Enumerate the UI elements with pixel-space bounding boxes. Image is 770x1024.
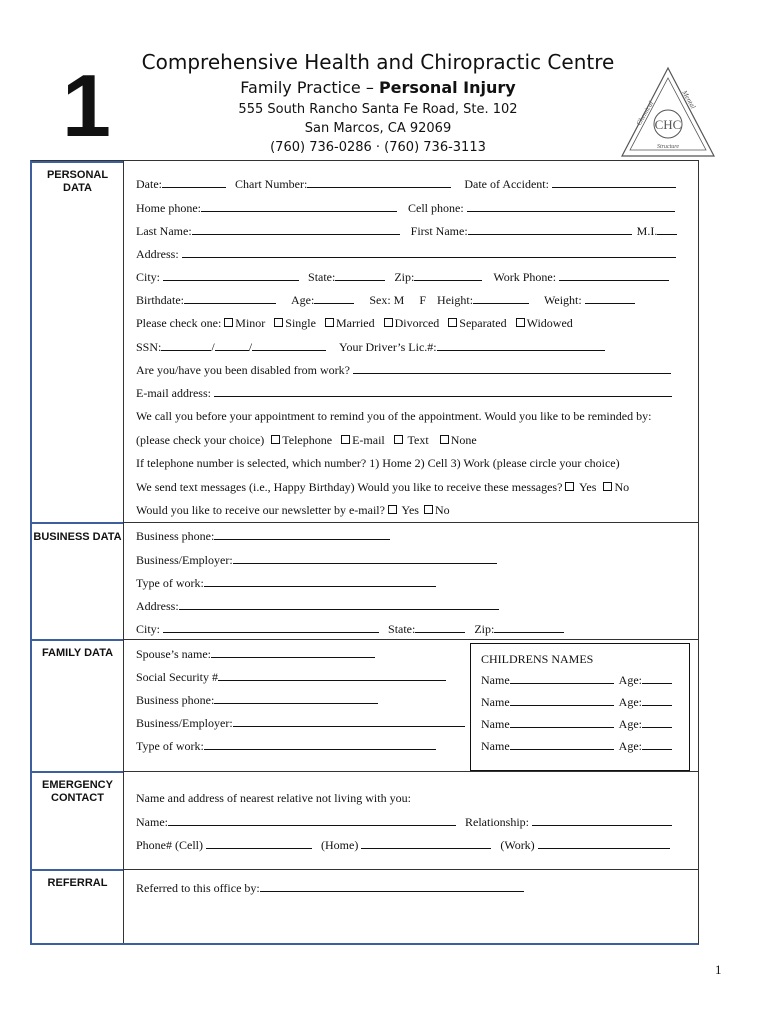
- row-family-type: Type of work:: [136, 738, 436, 754]
- section-label-business: BUSINESS DATA: [33, 531, 122, 543]
- clinic-phone: (760) 736-0286 · (760) 736-3113: [270, 140, 486, 155]
- row-email: E-mail address:: [136, 385, 672, 401]
- business-type-of-work-field[interactable]: [204, 575, 436, 587]
- business-address-field[interactable]: [179, 598, 499, 610]
- svg-text:Structure: Structure: [656, 144, 680, 150]
- sex-f-option[interactable]: F: [419, 293, 427, 307]
- cell-phone-field[interactable]: [467, 200, 675, 212]
- weight-field[interactable]: [585, 292, 635, 304]
- first-name-field[interactable]: [468, 223, 632, 235]
- work-phone-field[interactable]: [559, 269, 669, 281]
- row-address: Address:: [136, 246, 676, 262]
- spouse-ssn-field[interactable]: [218, 669, 446, 681]
- sex-m-option[interactable]: Sex: M: [369, 293, 405, 307]
- childrens-names-title: CHILDRENS NAMES: [481, 652, 594, 666]
- height-field[interactable]: [473, 292, 529, 304]
- business-phone-field[interactable]: [214, 528, 390, 540]
- row-family-phone: Business phone:: [136, 692, 378, 708]
- emergency-relationship-field[interactable]: [532, 814, 672, 826]
- mi-field[interactable]: [657, 223, 677, 235]
- text-yes[interactable]: Yes: [565, 480, 596, 494]
- checkbox-icon: [440, 435, 449, 444]
- page-number: 1: [715, 962, 722, 977]
- child-name-field[interactable]: [510, 694, 614, 706]
- reminder-question: We call you before your appointment to remind you of the appointment. Would you like to be reminded by:: [136, 409, 652, 423]
- home-phone-field[interactable]: [201, 200, 397, 212]
- remind-telephone[interactable]: Telephone: [271, 433, 332, 447]
- child-row: Name Age:: [481, 694, 672, 710]
- row-referral: Referred to this office by:: [136, 880, 524, 896]
- chc-triangle-logo: [620, 66, 716, 158]
- svg-text:Chemical: Chemical: [634, 99, 656, 127]
- spouse-type-of-work-field[interactable]: [204, 738, 436, 750]
- clinic-address-line1: 555 South Rancho Santa Fe Road, Ste. 102: [238, 102, 518, 117]
- checkbox-icon: [274, 318, 283, 327]
- address-field[interactable]: [182, 246, 676, 258]
- zip-field[interactable]: [414, 269, 482, 281]
- date-field[interactable]: [162, 176, 226, 188]
- row-ssn: SSN: / / Your Driver’s Lic.#:: [136, 339, 605, 355]
- telephone-number-question: If telephone number is selected, which number? 1) Home 2) Cell 3) Work (please circle your choice): [136, 456, 620, 470]
- section-label-family: FAMILY DATA: [41, 647, 114, 659]
- child-row: Name Age:: [481, 716, 672, 732]
- child-age-field[interactable]: [642, 716, 672, 728]
- emergency-cell-field[interactable]: [206, 837, 312, 849]
- newsletter-yes[interactable]: Yes: [388, 503, 419, 517]
- text-no[interactable]: No: [603, 480, 629, 494]
- svg-text:CHC: CHC: [654, 117, 682, 132]
- section-label-personal: PERSONAL DATA: [46, 169, 109, 194]
- drivers-license-field[interactable]: [437, 339, 605, 351]
- row-city: City: State: Zip: Work Phone:: [136, 269, 669, 285]
- checkbox-icon: [341, 435, 350, 444]
- child-age-field[interactable]: [642, 738, 672, 750]
- checkbox-icon: [384, 318, 393, 327]
- remind-text[interactable]: Text: [394, 433, 429, 447]
- row-emergency-phones: Phone# (Cell) (Home) (Work): [136, 837, 670, 853]
- spouse-business-phone-field[interactable]: [214, 692, 378, 704]
- row-birth: Birthdate: Age: Sex: M F Height: Weight:: [136, 292, 635, 308]
- remind-email[interactable]: E-mail: [341, 433, 385, 447]
- emergency-home-field[interactable]: [361, 837, 491, 849]
- emergency-intro: Name and address of nearest relative not living with you:: [136, 791, 411, 805]
- business-state-field[interactable]: [415, 621, 465, 633]
- marital-divorced[interactable]: Divorced: [384, 316, 440, 330]
- row-phones: Home phone: Cell phone:: [136, 200, 675, 216]
- row-newsletter: Would you like to receive our newsletter by e-mail? Yes No: [136, 503, 450, 517]
- child-row: Name Age:: [481, 672, 672, 688]
- section-label-emergency: EMERGENCY CONTACT: [42, 779, 113, 804]
- spouse-employer-field[interactable]: [233, 715, 465, 727]
- spouse-name-field[interactable]: [211, 646, 375, 658]
- child-age-field[interactable]: [642, 694, 672, 706]
- checkbox-icon: [388, 505, 397, 514]
- marital-single[interactable]: Single: [274, 316, 316, 330]
- row-family-ssn: Social Security #: [136, 669, 446, 685]
- checkbox-icon: [224, 318, 233, 327]
- emergency-work-field[interactable]: [538, 837, 670, 849]
- row-marital: Please check one: Minor Single Married Divorced Separated Widowed: [136, 316, 573, 330]
- row-date: Date: Chart Number: Date of Accident:: [136, 176, 676, 192]
- section-label-referral: REFERRAL: [47, 877, 108, 889]
- form-number: 1: [62, 56, 111, 155]
- row-reminder-choices: (please check your choice) Telephone E-mail Text None: [136, 433, 477, 447]
- emergency-name-field[interactable]: [168, 814, 456, 826]
- checkbox-icon: [325, 318, 334, 327]
- row-family-employer: Business/Employer:: [136, 715, 465, 731]
- newsletter-no[interactable]: No: [424, 503, 450, 517]
- business-zip-field[interactable]: [494, 621, 564, 633]
- row-business-phone: Business phone:: [136, 528, 390, 544]
- city-field[interactable]: [163, 269, 299, 281]
- checkbox-icon: [448, 318, 457, 327]
- marital-separated[interactable]: Separated: [448, 316, 506, 330]
- clinic-subtitle: Family Practice – Personal Injury: [240, 78, 516, 97]
- chart-number-field[interactable]: [307, 176, 451, 188]
- row-emergency-name: Name: Relationship:: [136, 814, 672, 830]
- business-employer-field[interactable]: [233, 552, 497, 564]
- child-name-field[interactable]: [510, 738, 614, 750]
- row-business-type: Type of work:: [136, 575, 436, 591]
- row-disabled: Are you/have you been disabled from work?: [136, 362, 671, 378]
- row-business-address: Address:: [136, 598, 499, 614]
- child-age-field[interactable]: [642, 672, 672, 684]
- ssn-field-3[interactable]: [252, 339, 326, 351]
- ssn-field-2[interactable]: [215, 339, 249, 351]
- marital-married[interactable]: Married: [325, 316, 375, 330]
- ssn-field-1[interactable]: [161, 339, 211, 351]
- remind-none[interactable]: None: [440, 433, 477, 447]
- row-names: Last Name: First Name: M.I.: [136, 223, 677, 239]
- child-name-field[interactable]: [510, 672, 614, 684]
- marital-widowed[interactable]: Widowed: [516, 316, 573, 330]
- birthdate-field[interactable]: [184, 292, 276, 304]
- checkbox-icon: [424, 505, 433, 514]
- child-name-field[interactable]: [510, 716, 614, 728]
- childrens-names-box: [470, 643, 690, 771]
- checkbox-icon: [271, 435, 280, 444]
- clinic-title: Comprehensive Health and Chiropractic Centre: [141, 50, 615, 74]
- disabled-field[interactable]: [353, 362, 671, 374]
- row-spouse-name: Spouse’s name:: [136, 646, 375, 662]
- last-name-field[interactable]: [192, 223, 400, 235]
- clinic-address-line2: San Marcos, CA 92069: [304, 121, 452, 136]
- referred-by-field[interactable]: [260, 880, 524, 892]
- business-city-field[interactable]: [163, 621, 379, 633]
- svg-text:Mental: Mental: [680, 89, 698, 111]
- checkbox-icon: [565, 482, 574, 491]
- row-text-messages: We send text messages (i.e., Happy Birthday) Would you like to receive these messages? Yes No: [136, 480, 630, 494]
- email-field[interactable]: [214, 385, 672, 397]
- state-field[interactable]: [335, 269, 385, 281]
- child-row: Name Age:: [481, 738, 672, 754]
- age-field[interactable]: [314, 292, 354, 304]
- row-business-employer: Business/Employer:: [136, 552, 497, 568]
- marital-minor[interactable]: Minor: [224, 316, 265, 330]
- row-business-city: City: State: Zip:: [136, 621, 564, 637]
- checkbox-icon: [394, 435, 403, 444]
- date-of-accident-field[interactable]: [552, 176, 676, 188]
- checkbox-icon: [603, 482, 612, 491]
- section-label-column: [32, 161, 124, 943]
- checkbox-icon: [516, 318, 525, 327]
